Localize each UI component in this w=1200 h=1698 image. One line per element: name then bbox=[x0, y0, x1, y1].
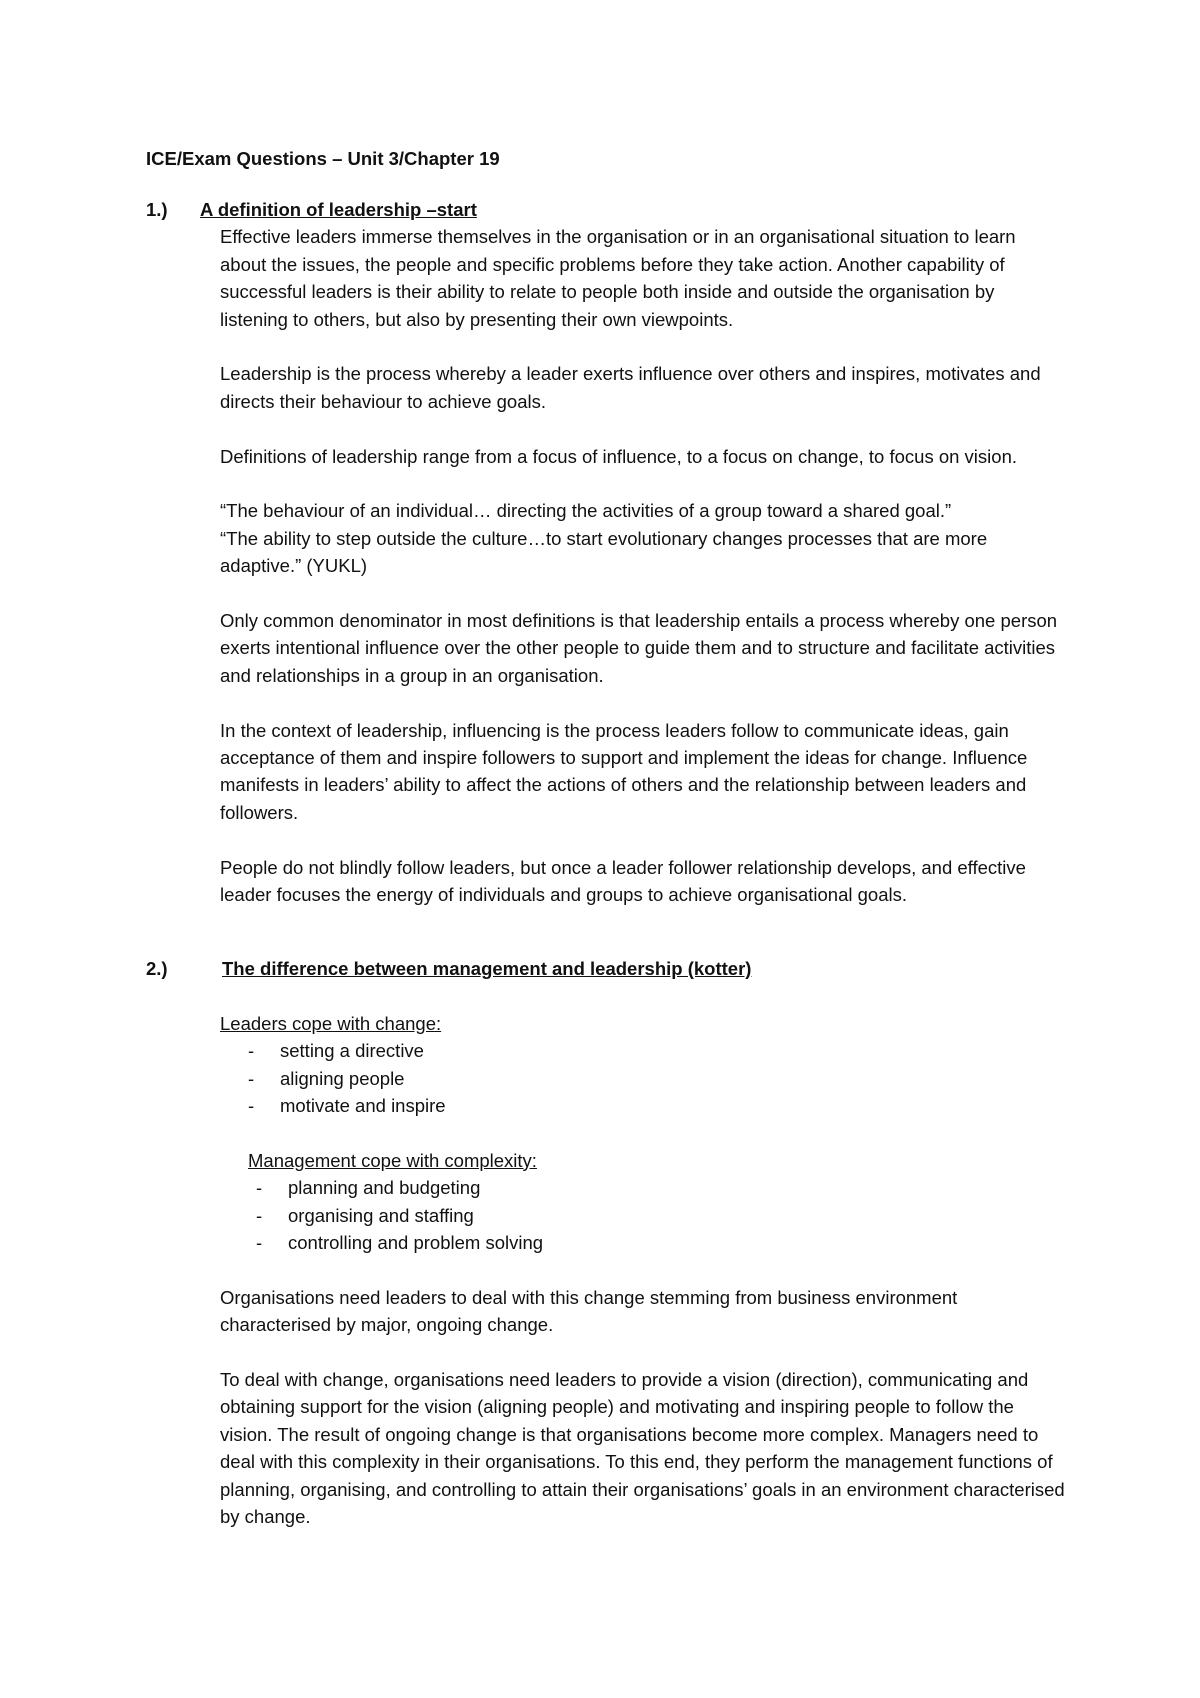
management-subheading: Management cope with complexity: bbox=[248, 1149, 537, 1171]
spacer bbox=[146, 982, 1066, 1009]
paragraph: Only common denominator in most definitions is that leadership entails a process whereby one person exerts intentional influence over the other people to guide them and to structure and facilitate activities and relationships in a group in an organisation. bbox=[220, 610, 1058, 686]
list-item bbox=[220, 1229, 1066, 1256]
section-2 bbox=[146, 955, 1066, 1558]
list-item bbox=[220, 1174, 1066, 1201]
document-title: ICE/Exam Questions – Unit 3/Chapter 19 bbox=[146, 148, 500, 169]
paragraph: Effective leaders immerse themselves in the organisation or in an organisational situation to learn about the issues, the people and specific problems before they take action. Another capability of successful leaders is their ability to relate to people both inside and outside the organisation by listening to others, but also by presenting their own viewpoints. bbox=[220, 226, 1016, 330]
paragraph: Leadership is the process whereby a leader exerts influence over others and inspires, motivates and directs their behaviour to achieve goals. bbox=[220, 363, 1041, 412]
section-1-number: 1.) bbox=[146, 199, 168, 220]
list-item bbox=[220, 1202, 1066, 1229]
list-item-text: aligning people bbox=[280, 1067, 405, 1089]
leaders-list bbox=[220, 1037, 1066, 1119]
section-2-heading: The difference between management and leadership (kotter) bbox=[222, 958, 752, 979]
list-item-text: organising and staffing bbox=[288, 1204, 474, 1226]
paragraph: In the context of leadership, influencing is the process leaders follow to communicate ideas, gain acceptance of them and inspire followers to support and implement the ideas for change. Influence manifests in leaders’ ability to affect the actions of others and the relationship between leaders and followers. bbox=[220, 719, 1028, 823]
list-item-text: controlling and problem solving bbox=[288, 1232, 544, 1254]
list-item bbox=[220, 1037, 1066, 1064]
dash-marker: - bbox=[248, 1040, 255, 1062]
dash-marker: - bbox=[248, 1067, 255, 1089]
quote-line: “The behaviour of an individual… directing the activities of a group toward a shared goal.” bbox=[220, 500, 952, 522]
dash-marker: - bbox=[256, 1232, 263, 1254]
leaders-subheading: Leaders cope with change: bbox=[220, 1012, 442, 1034]
section-2-number: 2.) bbox=[146, 958, 168, 979]
list-item bbox=[220, 1092, 1066, 1119]
section-1-heading-row bbox=[146, 196, 1066, 223]
list-item-text: setting a directive bbox=[280, 1040, 424, 1062]
list-item bbox=[220, 1065, 1066, 1092]
section-2-body bbox=[220, 1010, 1066, 1531]
section-1-body bbox=[220, 223, 1066, 908]
paragraph: People do not blindly follow leaders, but once a leader follower relationship develops, and effective leader focuses the energy of individuals and groups to achieve organisational goals. bbox=[220, 856, 1026, 906]
dash-marker: - bbox=[248, 1095, 255, 1117]
dash-marker: - bbox=[256, 1177, 263, 1199]
section-1-heading: A definition of leadership –start bbox=[200, 199, 477, 220]
paragraph: Organisations need leaders to deal with this change stemming from business environment characterised by major, ongoing change. bbox=[220, 1286, 958, 1336]
quote-line: “The ability to step outside the culture…to start evolutionary changes processes that are more adaptive.” (YUKL) bbox=[220, 527, 988, 577]
section-2-heading-row bbox=[146, 955, 1066, 982]
management-list bbox=[220, 1174, 1066, 1256]
dash-marker: - bbox=[256, 1204, 263, 1226]
spacer bbox=[220, 1256, 1066, 1283]
paragraph: Definitions of leadership range from a focus of influence, to a focus on change, to focus on vision. bbox=[220, 445, 1017, 467]
section-1 bbox=[146, 196, 1066, 936]
list-item-text: motivate and inspire bbox=[280, 1095, 446, 1117]
list-item-text: planning and budgeting bbox=[288, 1177, 481, 1199]
paragraph: To deal with change, organisations need leaders to provide a vision (direction), communicating and obtaining support for the vision (aligning people) and motivating and inspiring people to follow the vision. The result of ongoing change is that organisations become more complex. Managers need to deal with this complexity in their organisations. To this end, they perform the management functions of planning, organising, and controlling to attain their organisations’ goals in an environment characterised by change. bbox=[220, 1369, 1065, 1528]
spacer bbox=[220, 1119, 1066, 1146]
